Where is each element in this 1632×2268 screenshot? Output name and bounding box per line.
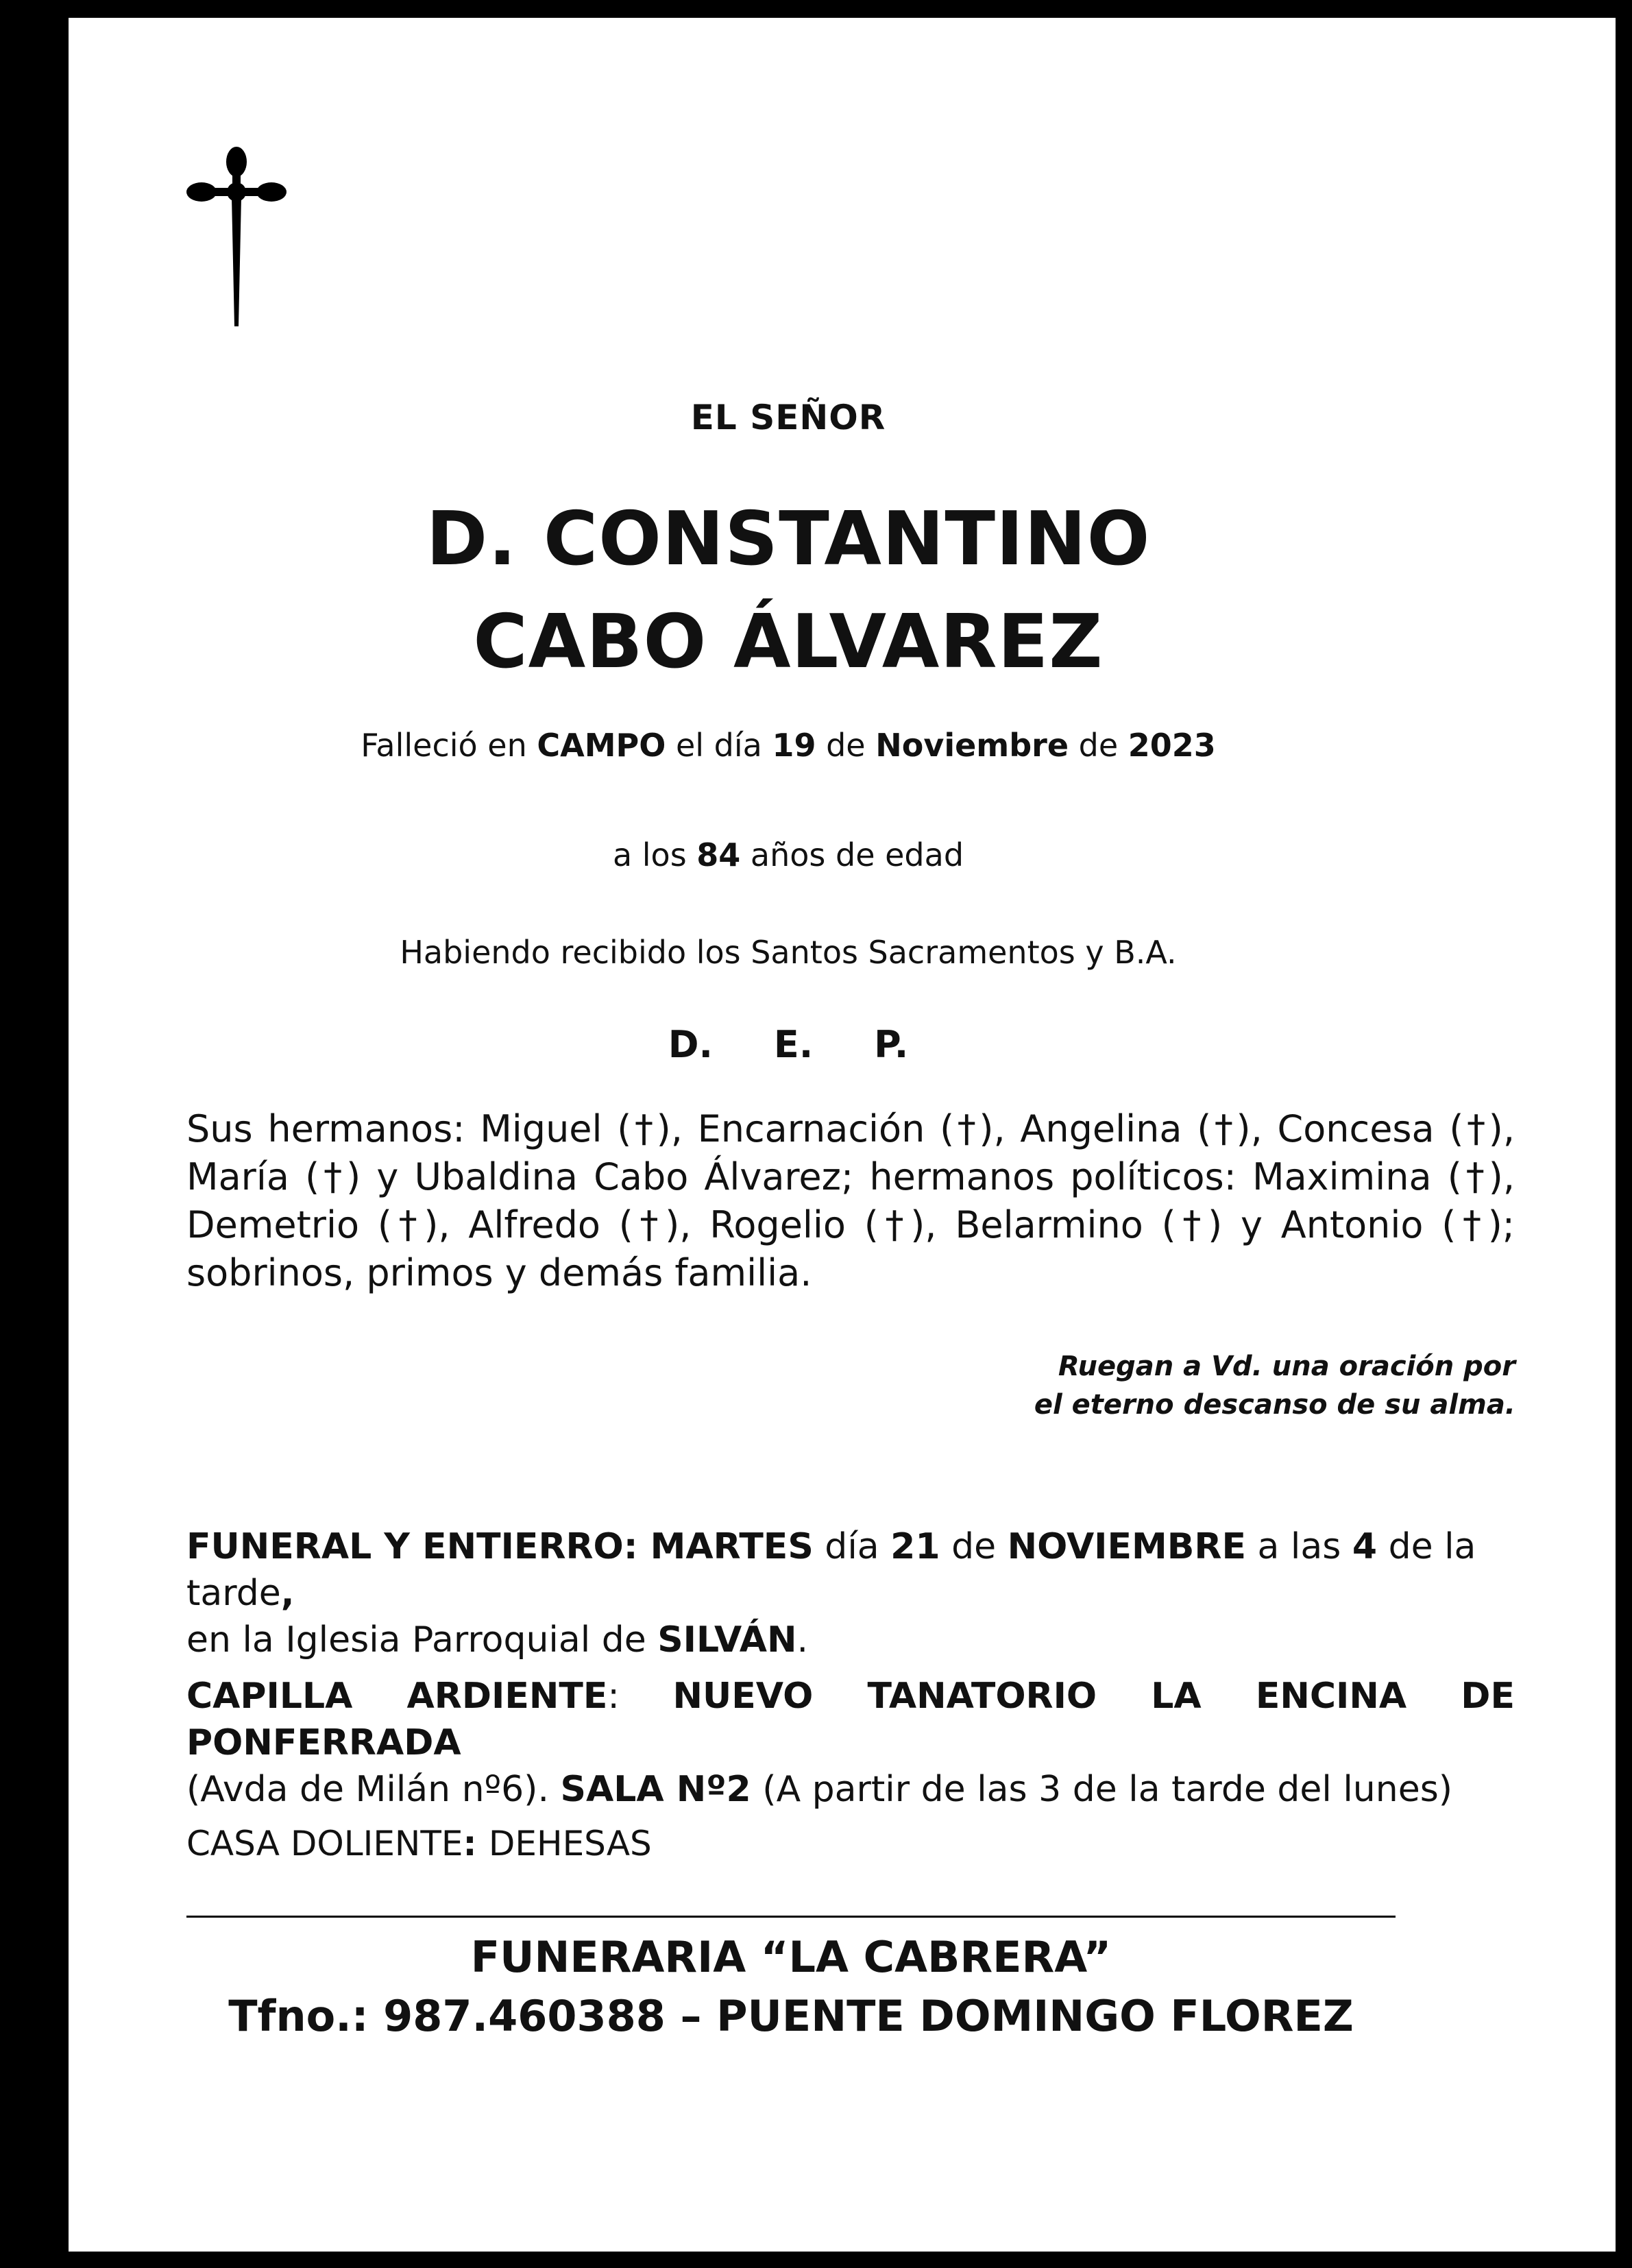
sacraments-statement: Habiendo recibido los Santos Sacramentos y B.A. [400, 934, 1177, 971]
divider [186, 1916, 1396, 1918]
funeral-home [186, 1928, 1396, 2046]
funeral-home-phone: Tfno.: 987.460388 – PUENTE DOMINGO FLOREZ [228, 1991, 1354, 2041]
house-info: CASA DOLIENTE: DEHESAS [186, 1824, 652, 1863]
age-years: 84 [696, 836, 741, 873]
deceased-name [103, 488, 1474, 694]
title-el-senor: EL SEÑOR [690, 398, 886, 437]
death-month: Noviembre [875, 727, 1069, 764]
prayer-request: Ruegan a Vd. una oración por el eterno descanso de su alma. [1034, 1351, 1515, 1421]
funeral-label: FUNERAL Y ENTIERRO: MARTES [186, 1526, 814, 1567]
funeral-church: SILVÁN [657, 1619, 797, 1661]
cross-icon [184, 143, 289, 329]
chapel-label: CAPILLA ARDIENTE [186, 1676, 608, 1717]
death-year: 2023 [1128, 727, 1216, 764]
dep-heading: D. E. P. [668, 1023, 909, 1066]
funeral-home-name: FUNERARIA “LA CABRERA” [470, 1932, 1112, 1982]
death-statement: Falleció en CAMPO el día 19 de Noviembre de 2023 [361, 727, 1216, 764]
name-line-1: D. CONSTANTINO [426, 496, 1151, 582]
house-place: DEHESAS [488, 1824, 652, 1863]
age-statement: a los 84 años de edad [612, 836, 964, 873]
death-place: CAMPO [537, 727, 666, 764]
funeral-info: FUNERAL Y ENTIERRO: MARTES día 21 de NOVIEMBRE a las 4 de la tarde, en la Iglesia Parroquial de SILVÁN. [186, 1526, 1476, 1661]
family-paragraph: Sus hermanos: Miguel (†), Encarnación (†), Angelina (†), Concesa (†), María (†) y Ubaldina Cabo Álvarez; hermanos políticos: Maximina (†), Demetrio (†), Alfredo (†), Rogelio (†), Belarmino (†) y Antonio (†); sobrinos, primos y demás familia. [186, 1107, 1515, 1294]
chapel-room: SALA Nº2 [560, 1769, 751, 1810]
chapel-place: NUEVO TANATORIO LA ENCINA DE PONFERRADA [186, 1676, 1515, 1763]
name-line-2: CABO ÁLVAREZ [473, 599, 1104, 685]
death-day: 19 [772, 727, 816, 764]
chapel-info: CAPILLA ARDIENTE: NUEVO TANATORIO LA ENCINA DE PONFERRADA (Avda de Milán nº6). SALA Nº2 (A partir de las 3 de la tarde del lunes) [186, 1676, 1515, 1810]
